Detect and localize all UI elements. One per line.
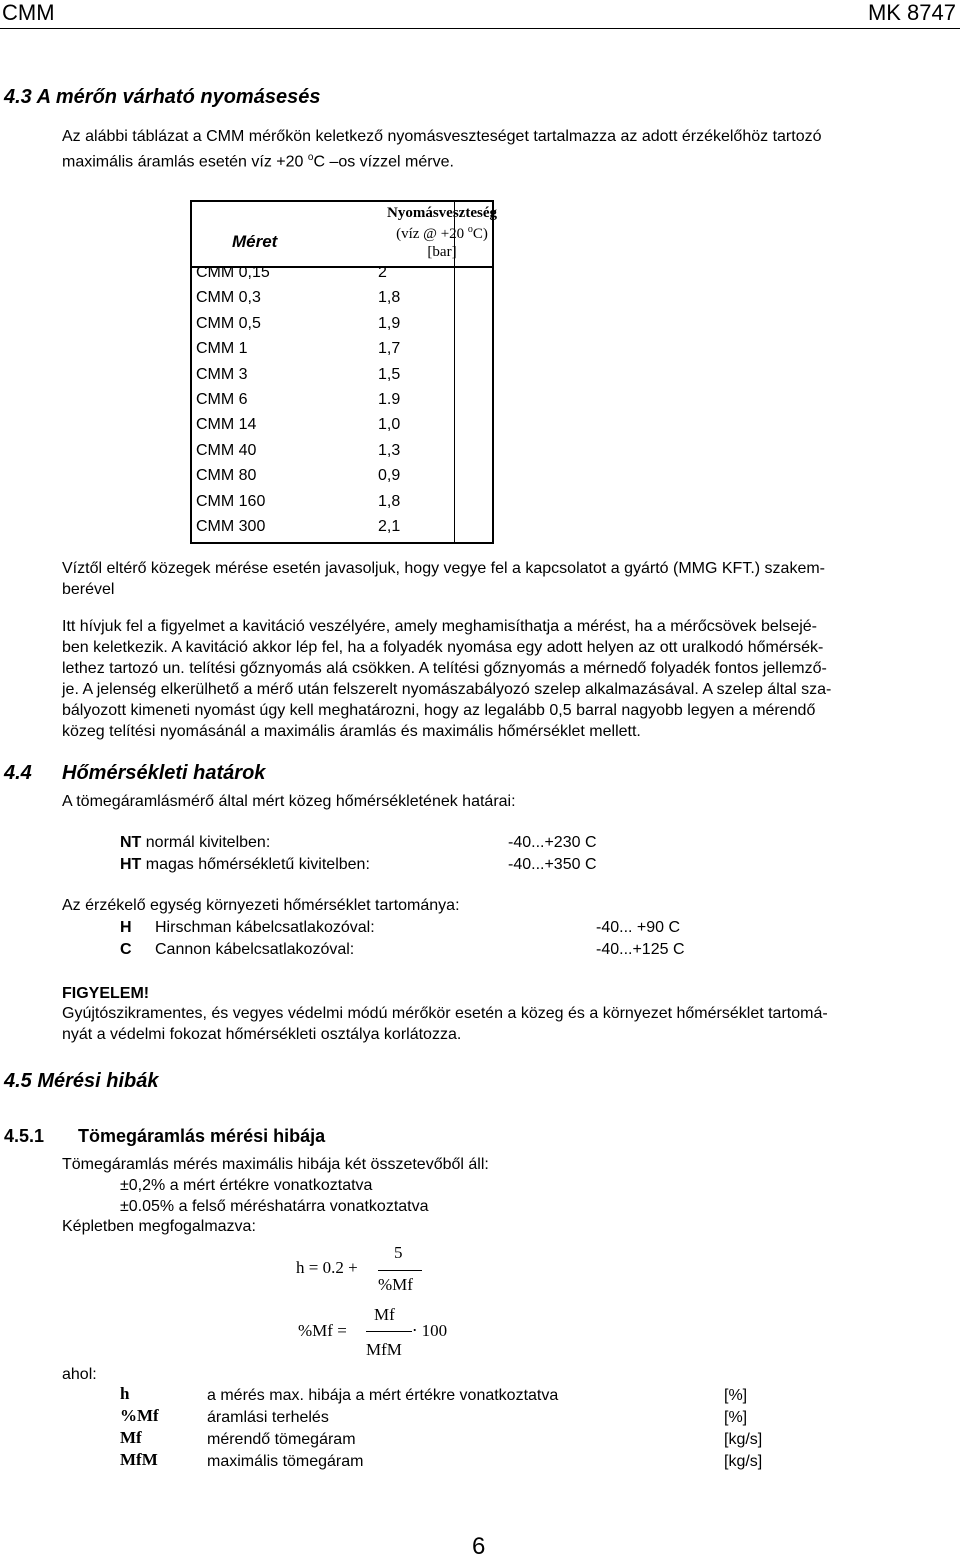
para2-line: közeg telítési nyomásánál a maximális áramlás és maximális hőmérséklet mellett. (62, 723, 641, 740)
temp-intro: A tömegáramlásmérő által mért közeg hőmérsékletének határai: (62, 793, 516, 810)
table-row: CMM 14 1,0 (196, 416, 401, 433)
table-header-unit: [bar] (427, 244, 457, 260)
legend-description: mérendő tömegáram (207, 1431, 356, 1448)
table-row: CMM 0,3 1,8 (196, 289, 401, 306)
env-range-c: -40...+125 C (596, 941, 685, 958)
legend-symbol: h (120, 1384, 130, 1403)
formula-1-lhs: h = 0.2 + (296, 1258, 358, 1277)
header-right: MK 8747 (867, 0, 956, 25)
header-left: CMM (2, 0, 55, 25)
para2-line: Itt hívjuk fel a figyelmet a kavitáció veszélyére, amely meghamisíthatja a mérést, ha a mérőcsövek belsejé- (62, 618, 817, 635)
section-4-4-title: Hőmérsékleti határok (62, 762, 266, 784)
table-row: CMM 3 1,5 (196, 366, 401, 383)
table-header-size: Méret (232, 232, 278, 251)
table-header-condition: (víz @ +20 $^o$C) (396, 224, 488, 242)
warning-line-1: Gyújtószikramentes, és vegyes védelmi módú mérőkör esetén a közeg és a környezet hőmérséklet tartomá- (62, 1005, 828, 1022)
para1-line-1: Víztől eltérő közegek mérése esetén javasoljuk, hogy vegye fel a kapcsolatot a gyártó (MMG KFT.) szakem- (62, 560, 825, 577)
section-4-4-number: 4.4 (4, 762, 32, 784)
ht-range: -40...+350 C (508, 856, 597, 873)
section-4-5-1-title: Tömegáramlás mérési hibája (78, 1126, 326, 1146)
section-4-3-title: 4.3 A mérőn várható nyomásesés (4, 86, 321, 108)
table-row: CMM 0,5 1,9 (196, 315, 401, 332)
table-row: CMM 80 0,9 (196, 467, 401, 484)
legend-unit: [%] (724, 1387, 748, 1404)
table-row: CMM 300 2,1 (196, 518, 401, 535)
env-label-c: Cannon kábelcsatlakozóval: (155, 941, 355, 958)
table-row: CMM 160 1,8 (196, 493, 401, 510)
where-label: ahol: (62, 1366, 97, 1383)
para2-line: ben keletkezik. A kavitáció akkor lép fel, ha a folyadék nyomása egy adott helyen az ott uralkodó hőmérsék- (62, 639, 824, 656)
legend-symbol: MfM (120, 1450, 158, 1469)
error-item-2: ±0.05% a felső méréshatárra vonatkoztatva (120, 1198, 429, 1215)
formula-2-denominator: MfM (366, 1340, 402, 1359)
warning-title: FIGYELEM! (62, 985, 150, 1002)
error-intro: Tömegáramlás mérés maximális hibája két összetevőből áll: (62, 1156, 489, 1173)
table-row: CMM 0,15 2 (196, 264, 387, 281)
section-4-5-title: 4.5 Mérési hibák (4, 1070, 159, 1092)
legend-unit: [kg/s] (724, 1453, 763, 1470)
env-code-c: C (120, 941, 132, 958)
page-number: 6 (472, 1533, 486, 1560)
warning-line-2: nyát a védelmi fokozat hőmérsékleti osztálya korlátozza. (62, 1026, 462, 1043)
legend-description: a mérés max. hibája a mért értékre vonatkoztatva (207, 1387, 559, 1404)
nt-row: NT normál kivitelben: (120, 834, 271, 851)
para1-line-2: berével (62, 581, 115, 598)
table-row: CMM 40 1,3 (196, 442, 401, 459)
header-rule (0, 28, 960, 29)
env-code-h: H (120, 919, 132, 936)
legend-symbol: %Mf (120, 1406, 159, 1425)
formula-2-rhs: ⋅ 100 (412, 1321, 448, 1340)
table-header-loss: Nyomásveszteség (387, 205, 497, 221)
para2-line: je. A jelenség elkerülhető a mérő után felszerelt nyomászabályozó szelep alkalmazásával. A szelep által sza- (62, 681, 832, 698)
intro-line-2: maximális áramlás esetén víz +20 $^o$C –os vízzel mérve. (62, 152, 454, 171)
pressure-loss-table (190, 200, 497, 544)
section-4-5-1-number: 4.5.1 (4, 1126, 45, 1146)
formula-1-denominator: %Mf (378, 1275, 413, 1294)
para2-line: bályozott kimeneti nyomást úgy kell meghatározni, hogy az legalább 0,5 barral nagyobb legyen a mérendő (62, 702, 816, 719)
ht-row: HT magas hőmérsékletű kivitelben: (120, 856, 370, 873)
legend-description: maximális tömegáram (207, 1453, 364, 1470)
env-intro: Az érzékelő egység környezeti hőmérséklet tartománya: (62, 897, 460, 914)
table-row: CMM 6 1.9 (196, 391, 401, 408)
formula-2-fraction-bar (366, 1331, 412, 1332)
table-row: CMM 1 1,7 (196, 340, 401, 357)
legend-unit: [%] (724, 1409, 748, 1426)
formula-intro: Képletben megfogalmazva: (62, 1218, 256, 1235)
env-label-h: Hirschman kábelcsatlakozóval: (155, 919, 375, 936)
nt-range: -40...+230 C (508, 834, 597, 851)
env-range-h: -40... +90 C (596, 919, 681, 936)
formula-2-lhs: %Mf = (298, 1321, 347, 1340)
legend-description: áramlási terhelés (207, 1409, 329, 1426)
formula-1-numerator: 5 (394, 1243, 403, 1262)
legend-unit: [kg/s] (724, 1431, 763, 1448)
formula-2-numerator: Mf (374, 1305, 395, 1324)
intro-line-1: Az alábbi táblázat a CMM mérőkön keletkező nyomásveszteséget tartalmazza az adott érzékelőhöz tartozó (62, 128, 822, 145)
error-item-1: ±0,2% a mért értékre vonatkoztatva (120, 1177, 373, 1194)
para2-line: lethez tartozó un. telítési gőznyomás alá csökken. A telítési gőznyomás a mérnedő folyadék fontos jellemző- (62, 660, 827, 677)
formula-1-fraction-bar (378, 1270, 422, 1271)
legend-symbol: Mf (120, 1428, 142, 1447)
